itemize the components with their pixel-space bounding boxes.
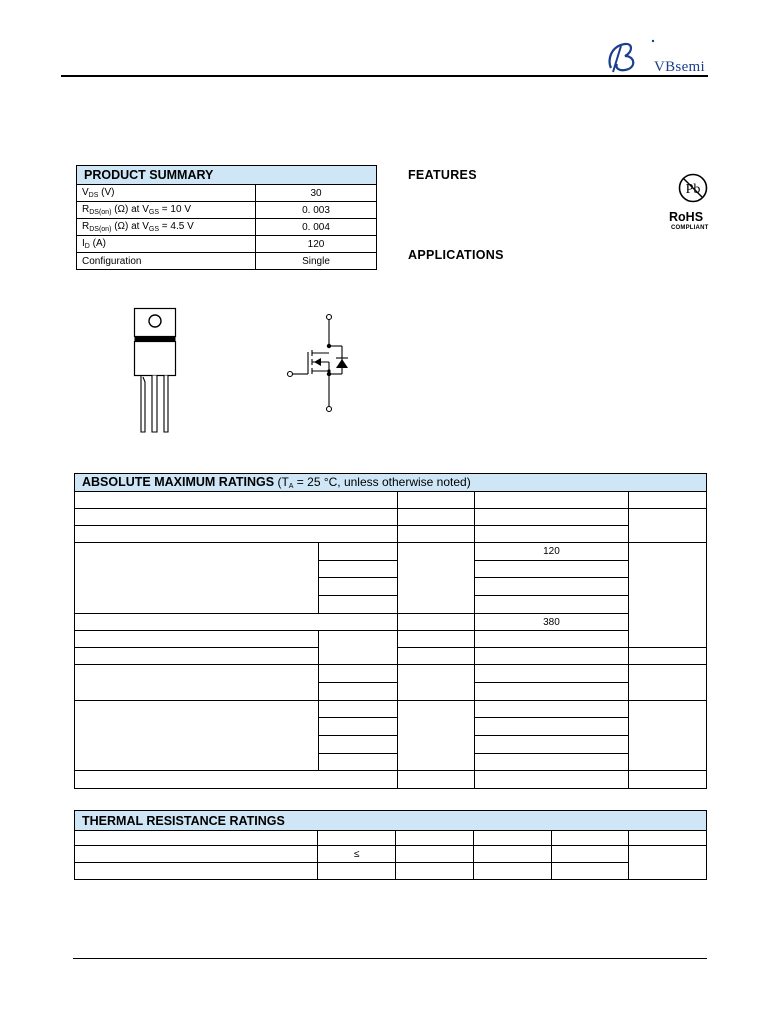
rohs-compliant-label: COMPLIANT (671, 225, 709, 231)
param-cell: $V_{DS}$ (V) (77, 185, 256, 202)
param-cell: Configuration (77, 253, 256, 270)
table-row (75, 665, 707, 683)
abs-max-ratings-table (74, 473, 707, 789)
to220-package-icon (128, 305, 184, 435)
value-cell: 0. 004 (256, 219, 377, 236)
value-cell: Single (256, 253, 377, 270)
thermal-ratings-table (74, 810, 707, 880)
value-cell: 120 (474, 543, 629, 561)
svg-text:Pb: Pb (685, 182, 701, 197)
table-row (77, 202, 377, 219)
param-cell: $R_{DS(on)}$ (Ω) at $V_{GS} = 4.5$ V (77, 219, 256, 236)
table-row (75, 492, 707, 509)
param-cell: $I_D$ (A) (77, 236, 256, 253)
table-row (77, 253, 377, 270)
value-cell: 120 (256, 236, 377, 253)
footer-rule (73, 958, 707, 959)
features-heading: FEATURES (408, 168, 477, 182)
product-summary-title: PRODUCT SUMMARY (77, 166, 377, 185)
value-cell: 380 (474, 614, 629, 631)
table-row (75, 614, 707, 631)
table-row (75, 701, 707, 718)
value-cell: 0. 003 (256, 202, 377, 219)
le-symbol: ≤ (317, 846, 396, 863)
table-row (75, 863, 707, 880)
abs-max-title: ABSOLUTE MAXIMUM RATINGS ($T_A = 25$ °C, unless otherwise noted) (75, 474, 707, 492)
header-rule (61, 75, 708, 77)
table-row (75, 543, 707, 561)
table-row (75, 846, 707, 863)
table-row (77, 236, 377, 253)
brand-name: VBsemi (654, 59, 705, 75)
value-cell: 30 (256, 185, 377, 202)
table-row (75, 509, 707, 526)
mosfet-symbol-icon (283, 312, 353, 416)
table-row (75, 771, 707, 789)
applications-heading: APPLICATIONS (408, 248, 504, 262)
rohs-label: RoHS (669, 210, 704, 224)
product-summary-table (76, 165, 377, 270)
table-row (75, 526, 707, 543)
table-row (77, 185, 377, 202)
table-row (75, 831, 707, 846)
thermal-title: THERMAL RESISTANCE RATINGS (75, 811, 707, 831)
pb-free-icon (677, 172, 709, 204)
table-row (75, 631, 707, 648)
table-row (77, 219, 377, 236)
param-cell: $R_{DS(on)}$ (Ω) at $V_{GS} = 10$ V (77, 202, 256, 219)
